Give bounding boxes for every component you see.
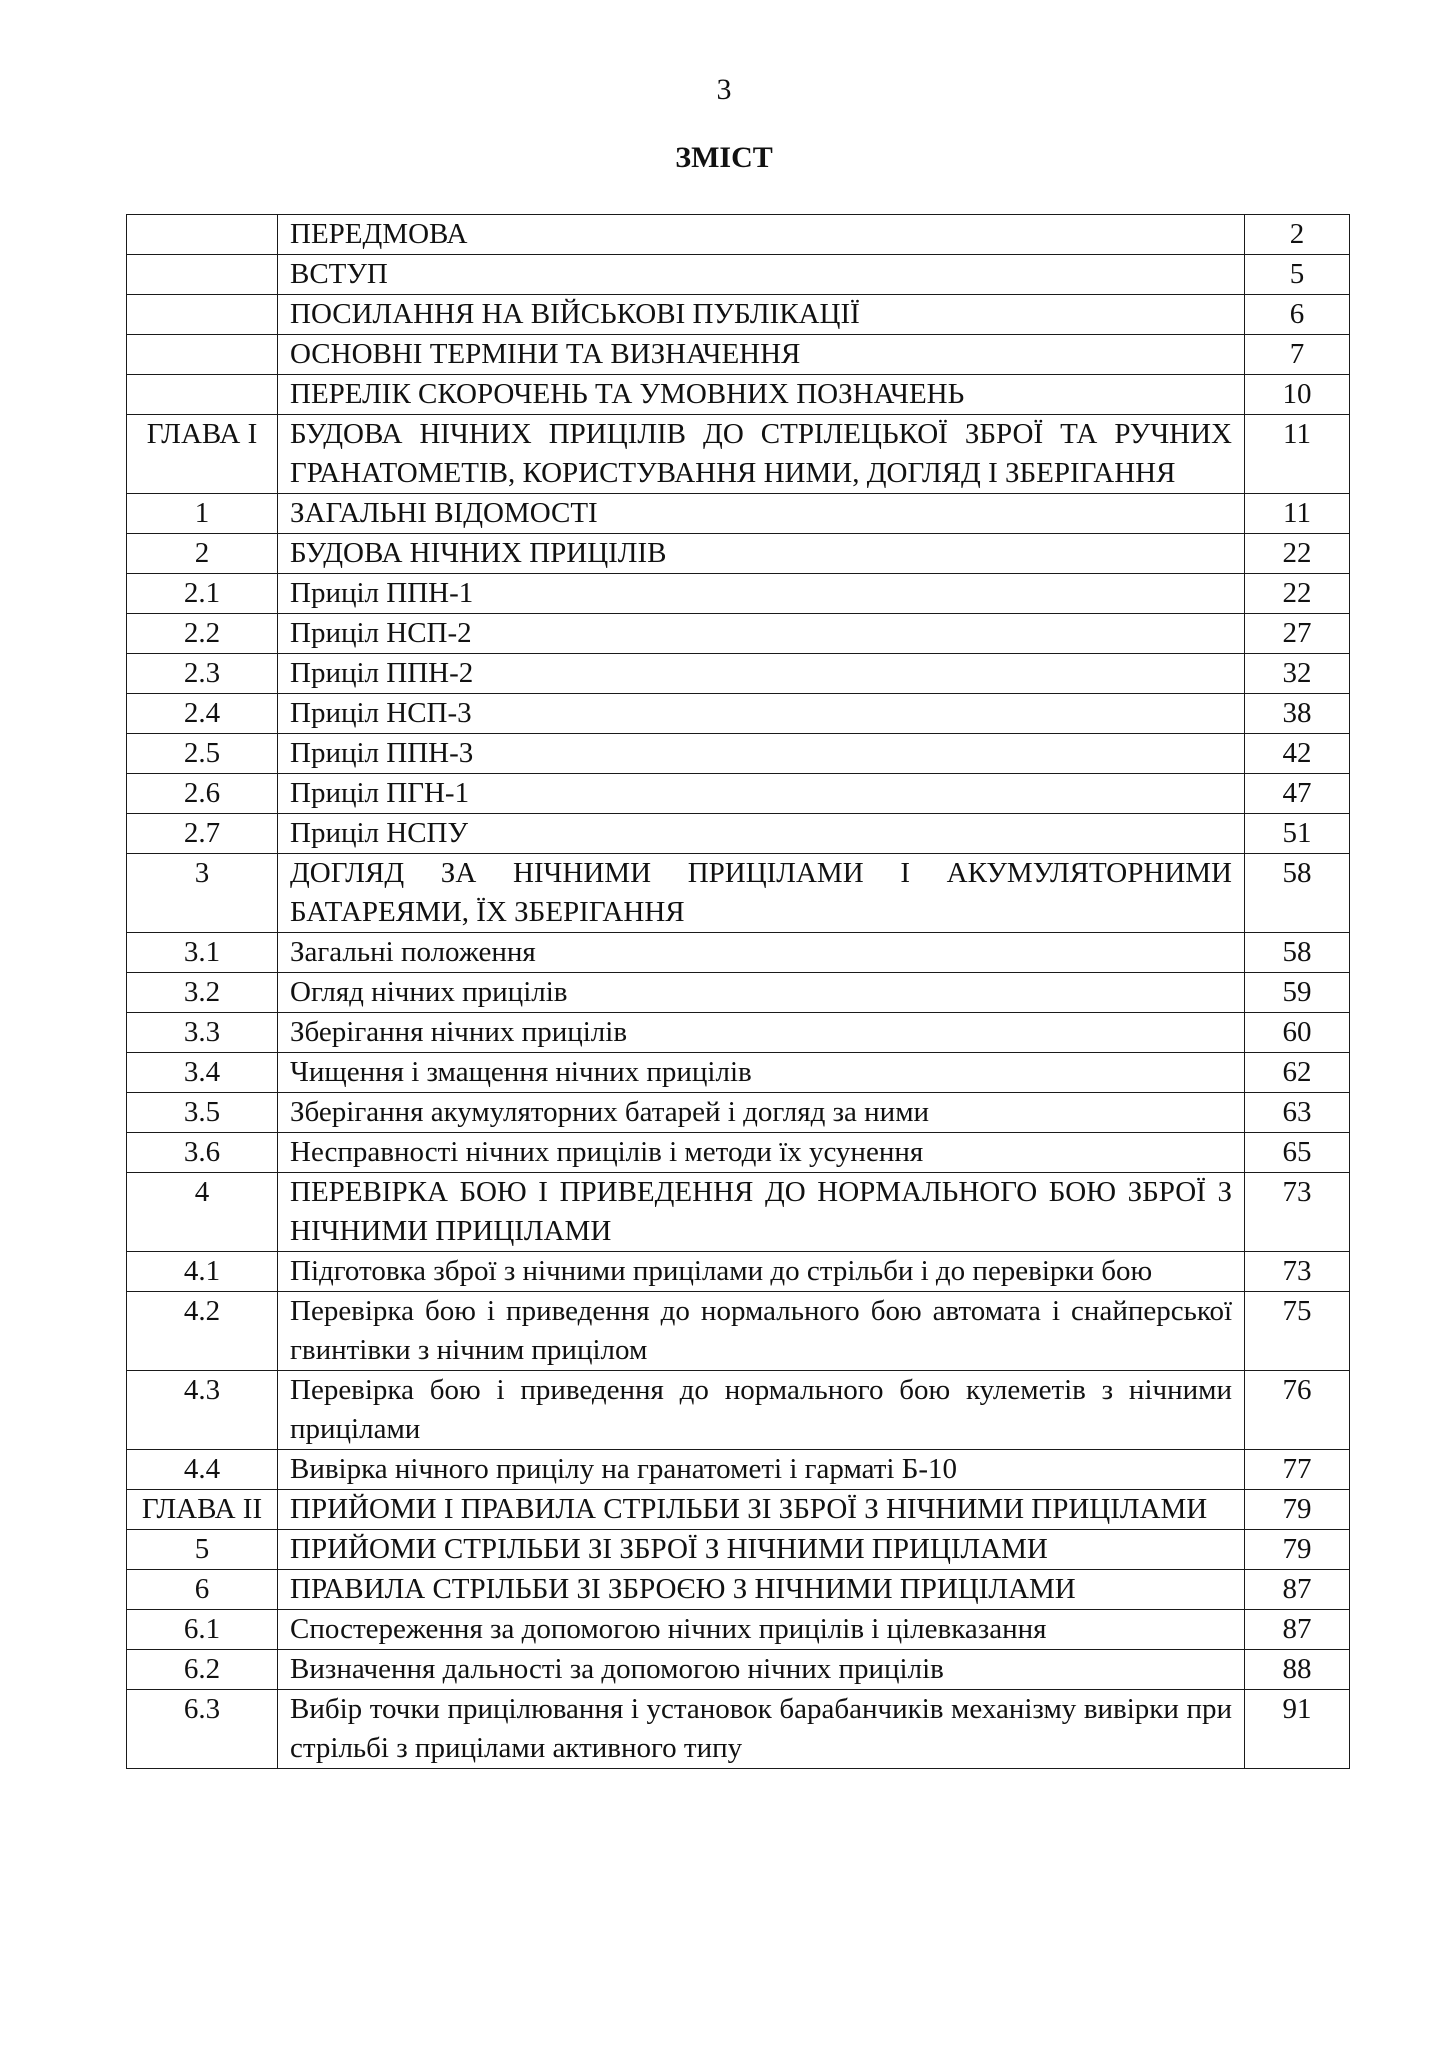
toc-row xyxy=(127,1013,1350,1053)
toc-page-number: 6 xyxy=(1245,295,1350,335)
toc-page-number: 91 xyxy=(1245,1690,1350,1769)
toc-section-number: 2.5 xyxy=(127,734,278,774)
toc-section-title: Перевірка бою і приведення до нормального бою автомата і снайперської гвинтівки з нічним прицілом xyxy=(278,1292,1245,1371)
toc-section-number: 2.2 xyxy=(127,614,278,654)
toc-section-title: Огляд нічних прицілів xyxy=(278,973,1245,1013)
toc-row xyxy=(127,694,1350,734)
toc-row xyxy=(127,1252,1350,1292)
page-number: 3 xyxy=(716,73,732,106)
toc-page-number: 22 xyxy=(1245,534,1350,574)
toc-page-number: 73 xyxy=(1245,1252,1350,1292)
toc-section-number xyxy=(127,375,278,415)
toc-section-number: 5 xyxy=(127,1530,278,1570)
toc-row xyxy=(127,1173,1350,1252)
toc-section-number: 2.1 xyxy=(127,574,278,614)
toc-section-number xyxy=(127,335,278,375)
toc-page-number: 5 xyxy=(1245,255,1350,295)
toc-section-number: 4.1 xyxy=(127,1252,278,1292)
toc-row xyxy=(127,933,1350,973)
toc-row xyxy=(127,814,1350,854)
toc-row xyxy=(127,1650,1350,1690)
toc-section-number xyxy=(127,215,278,255)
table-of-contents xyxy=(126,214,1350,1769)
toc-section-title: ВСТУП xyxy=(278,255,1245,295)
toc-section-title: Зберігання нічних прицілів xyxy=(278,1013,1245,1053)
toc-page-number: 51 xyxy=(1245,814,1350,854)
toc-page-number: 7 xyxy=(1245,335,1350,375)
toc-row xyxy=(127,973,1350,1013)
toc-section-title: ПЕРЕЛІК СКОРОЧЕНЬ ТА УМОВНИХ ПОЗНАЧЕНЬ xyxy=(278,375,1245,415)
toc-page-number: 59 xyxy=(1245,973,1350,1013)
toc-row xyxy=(127,534,1350,574)
toc-section-title: Спостереження за допомогою нічних прицілів і цілевказання xyxy=(278,1610,1245,1650)
toc-section-title: Вибір точки прицілювання і установок барабанчиків механізму вивірки при стрільбі з прицілами активного типу xyxy=(278,1690,1245,1769)
toc-section-number: 6.2 xyxy=(127,1650,278,1690)
toc-section-title: Приціл ПГН-1 xyxy=(278,774,1245,814)
toc-section-title: БУДОВА НІЧНИХ ПРИЦІЛІВ ДО СТРІЛЕЦЬКОЇ ЗБРОЇ ТА РУЧНИХ ГРАНАТОМЕТІВ, КОРИСТУВАННЯ НИМИ, ДОГЛЯД І ЗБЕРІГАННЯ xyxy=(278,415,1245,494)
toc-row xyxy=(127,614,1350,654)
toc-row xyxy=(127,1490,1350,1530)
toc-section-title: Приціл ППН-2 xyxy=(278,654,1245,694)
toc-row xyxy=(127,295,1350,335)
toc-section-number: 2.4 xyxy=(127,694,278,734)
toc-row xyxy=(127,1292,1350,1371)
toc-page-number: 65 xyxy=(1245,1133,1350,1173)
toc-section-number: ГЛАВА І xyxy=(127,415,278,494)
toc-row xyxy=(127,415,1350,494)
toc-section-number: 2.6 xyxy=(127,774,278,814)
toc-section-title: Несправності нічних прицілів і методи їх усунення xyxy=(278,1133,1245,1173)
toc-section-title: ПЕРЕВІРКА БОЮ І ПРИВЕДЕННЯ ДО НОРМАЛЬНОГО БОЮ ЗБРОЇ З НІЧНИМИ ПРИЦІЛАМИ xyxy=(278,1173,1245,1252)
toc-section-title: Приціл НСП-3 xyxy=(278,694,1245,734)
toc-section-number: 3.6 xyxy=(127,1133,278,1173)
toc-section-title: Загальні положення xyxy=(278,933,1245,973)
document-title: ЗМІСТ xyxy=(675,141,773,174)
toc-section-title: Перевірка бою і приведення до нормального бою кулеметів з нічними прицілами xyxy=(278,1371,1245,1450)
toc-section-number: ГЛАВА ІІ xyxy=(127,1490,278,1530)
toc-section-title: Зберігання акумуляторних батарей і догляд за ними xyxy=(278,1093,1245,1133)
toc-section-number: 6.1 xyxy=(127,1610,278,1650)
toc-row xyxy=(127,1610,1350,1650)
toc-page-number: 2 xyxy=(1245,215,1350,255)
toc-page-number: 60 xyxy=(1245,1013,1350,1053)
toc-section-title: Чищення і змащення нічних прицілів xyxy=(278,1053,1245,1093)
toc-page-number: 11 xyxy=(1245,415,1350,494)
toc-section-title: ПРАВИЛА СТРІЛЬБИ ЗІ ЗБРОЄЮ З НІЧНИМИ ПРИЦІЛАМИ xyxy=(278,1570,1245,1610)
toc-section-title: ПРИЙОМИ І ПРАВИЛА СТРІЛЬБИ ЗІ ЗБРОЇ З НІЧНИМИ ПРИЦІЛАМИ xyxy=(278,1490,1245,1530)
toc-section-title: Приціл ППН-1 xyxy=(278,574,1245,614)
toc-row xyxy=(127,255,1350,295)
toc-section-number: 2.3 xyxy=(127,654,278,694)
toc-section-number xyxy=(127,255,278,295)
toc-section-number: 4.2 xyxy=(127,1292,278,1371)
toc-section-number: 3 xyxy=(127,854,278,933)
toc-section-title: БУДОВА НІЧНИХ ПРИЦІЛІВ xyxy=(278,534,1245,574)
toc-page-number: 75 xyxy=(1245,1292,1350,1371)
toc-row xyxy=(127,654,1350,694)
toc-row xyxy=(127,375,1350,415)
toc-section-title: Вивірка нічного прицілу на гранатометі і гарматі Б-10 xyxy=(278,1450,1245,1490)
toc-section-title: Приціл НСПУ xyxy=(278,814,1245,854)
toc-row xyxy=(127,854,1350,933)
toc-section-title: Приціл ППН-3 xyxy=(278,734,1245,774)
toc-section-number: 3.5 xyxy=(127,1093,278,1133)
toc-row xyxy=(127,1053,1350,1093)
toc-section-title: ДОГЛЯД ЗА НІЧНИМИ ПРИЦІЛАМИ І АКУМУЛЯТОРНИМИ БАТАРЕЯМИ, ЇХ ЗБЕРІГАННЯ xyxy=(278,854,1245,933)
toc-section-number: 4 xyxy=(127,1173,278,1252)
toc-section-title: Визначення дальності за допомогою нічних прицілів xyxy=(278,1650,1245,1690)
toc-section-number: 4.3 xyxy=(127,1371,278,1450)
toc-section-number: 2 xyxy=(127,534,278,574)
toc-page-number: 79 xyxy=(1245,1530,1350,1570)
toc-row xyxy=(127,574,1350,614)
toc-page-number: 62 xyxy=(1245,1053,1350,1093)
toc-row xyxy=(127,1093,1350,1133)
toc-page-number: 11 xyxy=(1245,494,1350,534)
toc-page-number: 58 xyxy=(1245,854,1350,933)
toc-section-title: ОСНОВНІ ТЕРМІНИ ТА ВИЗНАЧЕННЯ xyxy=(278,335,1245,375)
toc-section-number: 2.7 xyxy=(127,814,278,854)
toc-section-number: 6.3 xyxy=(127,1690,278,1769)
toc-section-number: 3.3 xyxy=(127,1013,278,1053)
toc-row xyxy=(127,215,1350,255)
toc-page-number: 42 xyxy=(1245,734,1350,774)
toc-row xyxy=(127,1690,1350,1769)
toc-section-number: 6 xyxy=(127,1570,278,1610)
toc-page-number: 32 xyxy=(1245,654,1350,694)
toc-section-number: 3.1 xyxy=(127,933,278,973)
toc-section-number: 4.4 xyxy=(127,1450,278,1490)
toc-section-title: ПОСИЛАННЯ НА ВІЙСЬКОВІ ПУБЛІКАЦІЇ xyxy=(278,295,1245,335)
toc-page-number: 87 xyxy=(1245,1610,1350,1650)
toc-page-number: 58 xyxy=(1245,933,1350,973)
toc-section-title: Приціл НСП-2 xyxy=(278,614,1245,654)
toc-row xyxy=(127,494,1350,534)
toc-page-number: 87 xyxy=(1245,1570,1350,1610)
toc-page-number: 47 xyxy=(1245,774,1350,814)
toc-section-title: ЗАГАЛЬНІ ВІДОМОСТІ xyxy=(278,494,1245,534)
toc-row xyxy=(127,1530,1350,1570)
toc-row xyxy=(127,1133,1350,1173)
toc-section-number: 3.4 xyxy=(127,1053,278,1093)
toc-section-number: 3.2 xyxy=(127,973,278,1013)
toc-page-number: 63 xyxy=(1245,1093,1350,1133)
toc-row xyxy=(127,1570,1350,1610)
toc-section-title: ПЕРЕДМОВА xyxy=(278,215,1245,255)
toc-page-number: 10 xyxy=(1245,375,1350,415)
toc-page-number: 27 xyxy=(1245,614,1350,654)
toc-section-number xyxy=(127,295,278,335)
toc-page-number: 77 xyxy=(1245,1450,1350,1490)
toc-row xyxy=(127,335,1350,375)
toc-row xyxy=(127,774,1350,814)
toc-page-number: 79 xyxy=(1245,1490,1350,1530)
toc-page-number: 22 xyxy=(1245,574,1350,614)
toc-section-number: 1 xyxy=(127,494,278,534)
toc-section-title: Підготовка зброї з нічними прицілами до стрільби і до перевірки бою xyxy=(278,1252,1245,1292)
toc-row xyxy=(127,1450,1350,1490)
toc-page-number: 88 xyxy=(1245,1650,1350,1690)
toc-row xyxy=(127,734,1350,774)
toc-page-number: 73 xyxy=(1245,1173,1350,1252)
toc-section-title: ПРИЙОМИ СТРІЛЬБИ ЗІ ЗБРОЇ З НІЧНИМИ ПРИЦІЛАМИ xyxy=(278,1530,1245,1570)
toc-row xyxy=(127,1371,1350,1450)
toc-page-number: 38 xyxy=(1245,694,1350,734)
toc-page-number: 76 xyxy=(1245,1371,1350,1450)
toc-body xyxy=(127,215,1350,1769)
